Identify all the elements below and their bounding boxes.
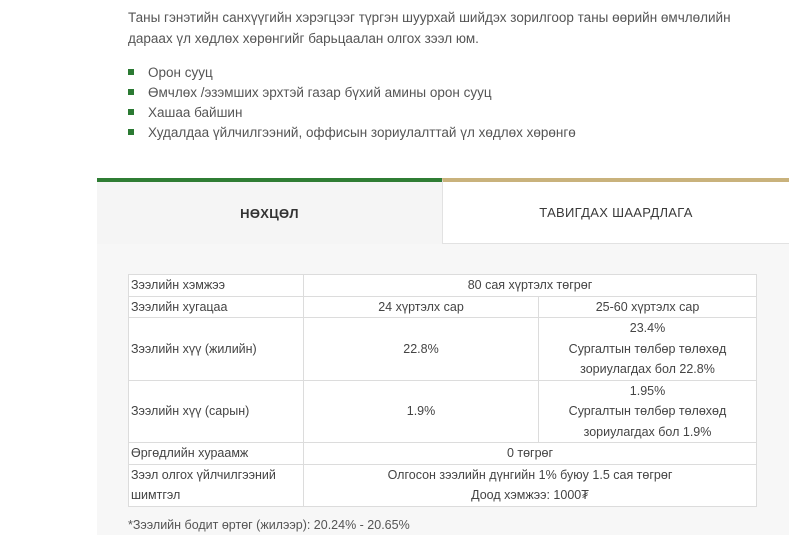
table-cell: Олгосон зээлийн дүнгийн 1% буюу 1.5 сая төгрөг Доод хэмжээ: 1000₮ — [304, 464, 757, 506]
table-row — [129, 380, 757, 443]
table-cell: 1.9% — [304, 380, 539, 443]
table-row — [129, 464, 757, 506]
list-item: Хашаа байшин — [128, 103, 576, 123]
conditions-panel — [97, 244, 789, 535]
tab-conditions[interactable]: НӨХЦӨЛ — [97, 178, 442, 244]
product-card — [97, 0, 789, 535]
table-cell: Зээлийн хүү (жилийн) — [129, 318, 304, 381]
list-item: Худалдаа үйлчилгээний, оффисын зориулалттай үл хөдлөх хөрөнгө — [128, 123, 576, 143]
list-item: Өмчлөх /эзэмших эрхтэй газар бүхий амины орон сууц — [128, 83, 576, 103]
table-cell: 23.4% Сургалтын төлбөр төлөхөд зориулагдах бол 22.8% — [539, 318, 757, 381]
table-cell: Зээлийн хэмжээ — [129, 275, 304, 297]
table-cell: Зээлийн хүү (сарын) — [129, 380, 304, 443]
table-row — [129, 318, 757, 381]
table-cell: 25-60 хүртэлх сар — [539, 296, 757, 318]
table-row — [129, 443, 757, 465]
table-row — [129, 296, 757, 318]
effective-cost-note: *Зээлийн бодит өртөг (жилээр): 20.24% - 20.65% — [128, 518, 410, 532]
list-item: Орон сууц — [128, 63, 576, 83]
table-cell: Зээл олгох үйлчилгээний шимтгэл — [129, 464, 304, 506]
bullet-square-icon — [128, 69, 134, 75]
table-cell: 1.95% Сургалтын төлбөр төлөхөд зориулагдах бол 1.9% — [539, 380, 757, 443]
table-cell: 80 сая хүртэлх төгрөг — [304, 275, 757, 297]
intro-section — [97, 0, 789, 180]
table-cell: Зээлийн хугацаа — [129, 296, 304, 318]
table-cell: Өргөдлийн хураамж — [129, 443, 304, 465]
bullet-square-icon — [128, 109, 134, 115]
tab-requirements[interactable]: ТАВИГДАХ ШААРДЛАГА — [442, 178, 789, 244]
table-row — [129, 275, 757, 297]
loan-terms-table — [128, 274, 757, 507]
intro-paragraph: Таны гэнэтийн санхүүгийн хэрэгцээг түргэн шуурхай шийдэх зорилгоор таны өөрийн өмчлөлийн дараах үл хөдлөх хөрөнгийг барьцаалан олгох зээл юм. — [128, 10, 731, 46]
bullet-square-icon — [128, 89, 134, 95]
table-cell: 22.8% — [304, 318, 539, 381]
table-cell: 24 хүртэлх сар — [304, 296, 539, 318]
collateral-list — [128, 63, 576, 143]
tab-bar — [97, 178, 789, 244]
table-cell: 0 төгрөг — [304, 443, 757, 465]
bullet-square-icon — [128, 129, 134, 135]
